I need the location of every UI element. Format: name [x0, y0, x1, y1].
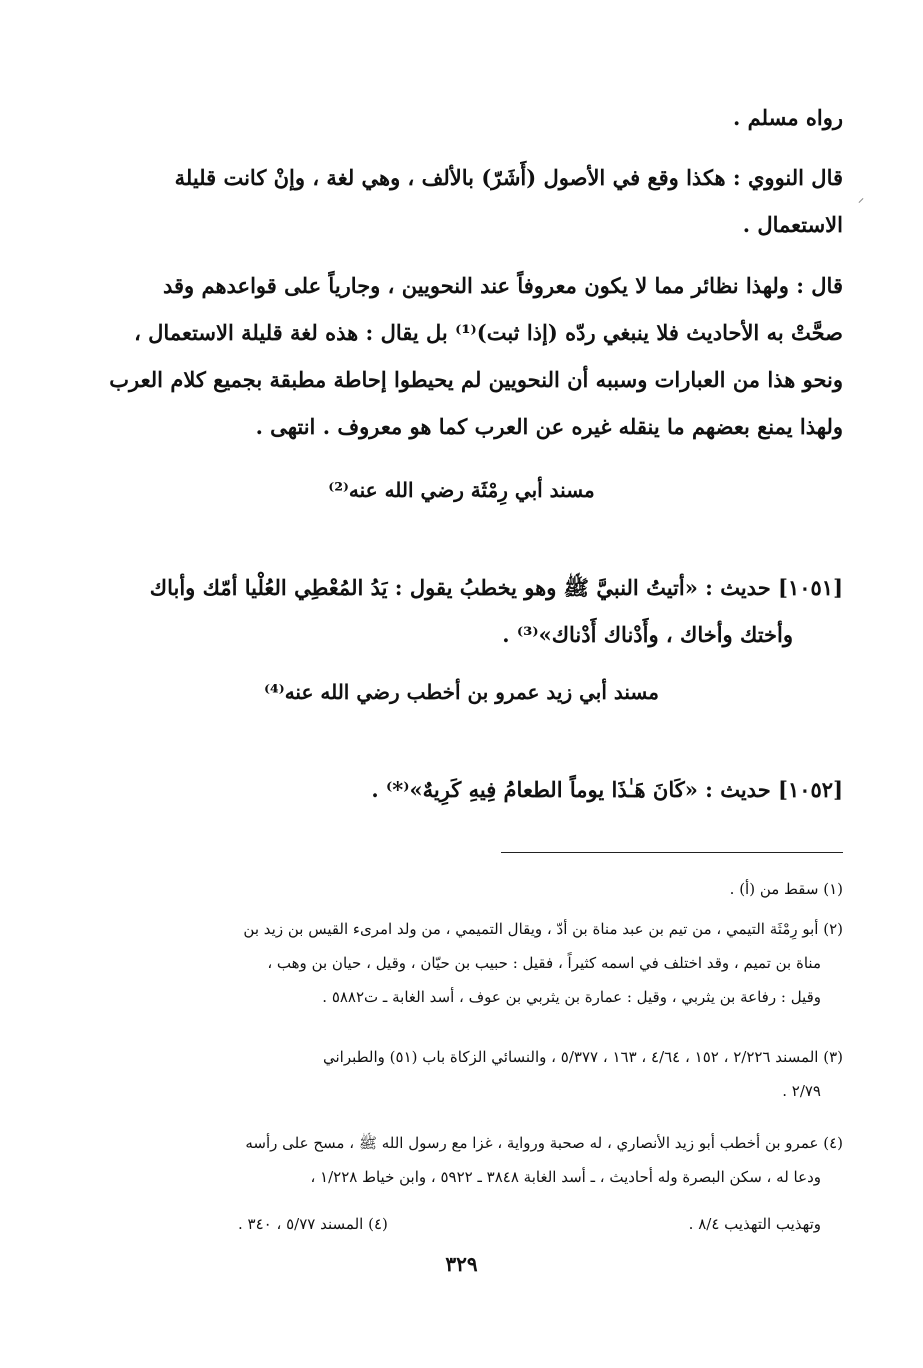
text-line: صحَّتْ به الأحاديث فلا ينبغي ردّه (إذا ثبت)⁽¹⁾ بل يقال : هذه لغة قليلة الاستعمال ،	[134, 320, 843, 345]
footnote-4	[128, 1126, 843, 1194]
section-heading-abi-zayd: مسند أبي زيد عمرو بن أخطب رضي الله عنه⁽⁴⁾	[264, 680, 659, 704]
footnote-final-line	[128, 1207, 843, 1241]
footnote-1	[128, 872, 843, 906]
footnote-3	[128, 1040, 843, 1108]
hadith-1051	[128, 564, 843, 658]
footnote-line: (١) سقط من (أ) .	[729, 880, 843, 898]
text-line: رواه مسلم .	[733, 105, 843, 130]
text-line: وأختك وأخاك ، وأَدْناك أَدْناك»⁽³⁾ .	[502, 622, 793, 647]
footnote-line: وقيل : رفاعة بن يثربي ، وقيل : عمارة بن يثربي بن عوف ، أسد الغابة ـ ت٥٨٨٢ .	[322, 988, 821, 1006]
footnote-line: مناة بن تميم ، وقد اختلف في اسمه كثيراً ، فقيل : حبيب بن حيّان ، وقيل ، حيان بن وهب ،	[267, 954, 821, 972]
page-number: ٣٢٩	[445, 1252, 478, 1276]
text-line: قال : ولهذا نظائر مما لا يكون معروفاً عند النحويين ، وجارياً على قواعدهم وقد	[162, 273, 843, 298]
footnote-line: ٢/٧٩ .	[782, 1082, 821, 1100]
footnote-divider	[501, 852, 843, 853]
text-line: ولهذا يمنع بعضهم ما ينقله غيره عن العرب كما هو معروف . انتهى .	[255, 414, 843, 439]
text-line: [١٠٥١] حديث : «أتيتُ النبيَّ ﷺ وهو يخطبُ يقول : يَدُ المُعْطِي العُلْيا أمّك وأباك	[149, 575, 843, 600]
footnote-line: وتهذيب التهذيب ٨/٤ .	[688, 1215, 821, 1233]
footnote-line: (٤) عمرو بن أخطب أبو زيد الأنصاري ، له صحبة ورواية ، غزا مع رسول الله ﷺ ، مسح على رأسه	[245, 1134, 843, 1152]
text-line: ونحو هذا من العبارات وسببه أن النحويين لم يحيطوا إحاطة مطبقة بجميع كلام العرب	[109, 367, 843, 392]
section-heading-abi-rimtha: مسند أبي رِمْثَة رضي الله عنه⁽²⁾	[328, 478, 595, 502]
margin-mark	[859, 198, 864, 203]
paragraph-qala	[109, 262, 843, 450]
footnote-star: (٤) المسند ٥/٧٧ ، ٣٤٠ .	[238, 1215, 388, 1233]
text-line: قال النووي : هكذا وقع في الأصول (أَشَرّ) بالألف ، وهي لغة ، وإنْ كانت قليلة	[174, 165, 843, 190]
footnote-2	[128, 912, 843, 1014]
paragraph-rawahu-muslim	[128, 94, 843, 141]
hadith-1052	[128, 766, 843, 813]
text-line: الاستعمال .	[742, 212, 843, 237]
footnote-line: ودعا له ، سكن البصرة وله أحاديث ، ـ أسد الغابة ٣٨٤٨ ـ ٥٩٢٢ ، وابن خياط ١/٢٢٨ ،	[310, 1168, 821, 1186]
footnote-line: (٢) أبو رِمْثَة التيمي ، من تيم بن عبد مناة بن أدّ ، ويقال التميمي ، من ولد امرىء القيس بن زيد بن	[243, 920, 843, 938]
footnote-line: (٣) المسند ٢/٢٢٦ ، ١٥٢ ، ٤/٦٤ ، ١٦٣ ، ٥/٣٧٧ ، والنسائي الزكاة باب (٥١) والطبراني	[322, 1048, 843, 1066]
text-line: [١٠٥٢] حديث : «كَانَ هَـٰذَا يوماً الطعامُ فِيهِ كَرِيهٌ»⁽*⁾ .	[371, 777, 843, 802]
paragraph-nawawi	[128, 154, 843, 248]
